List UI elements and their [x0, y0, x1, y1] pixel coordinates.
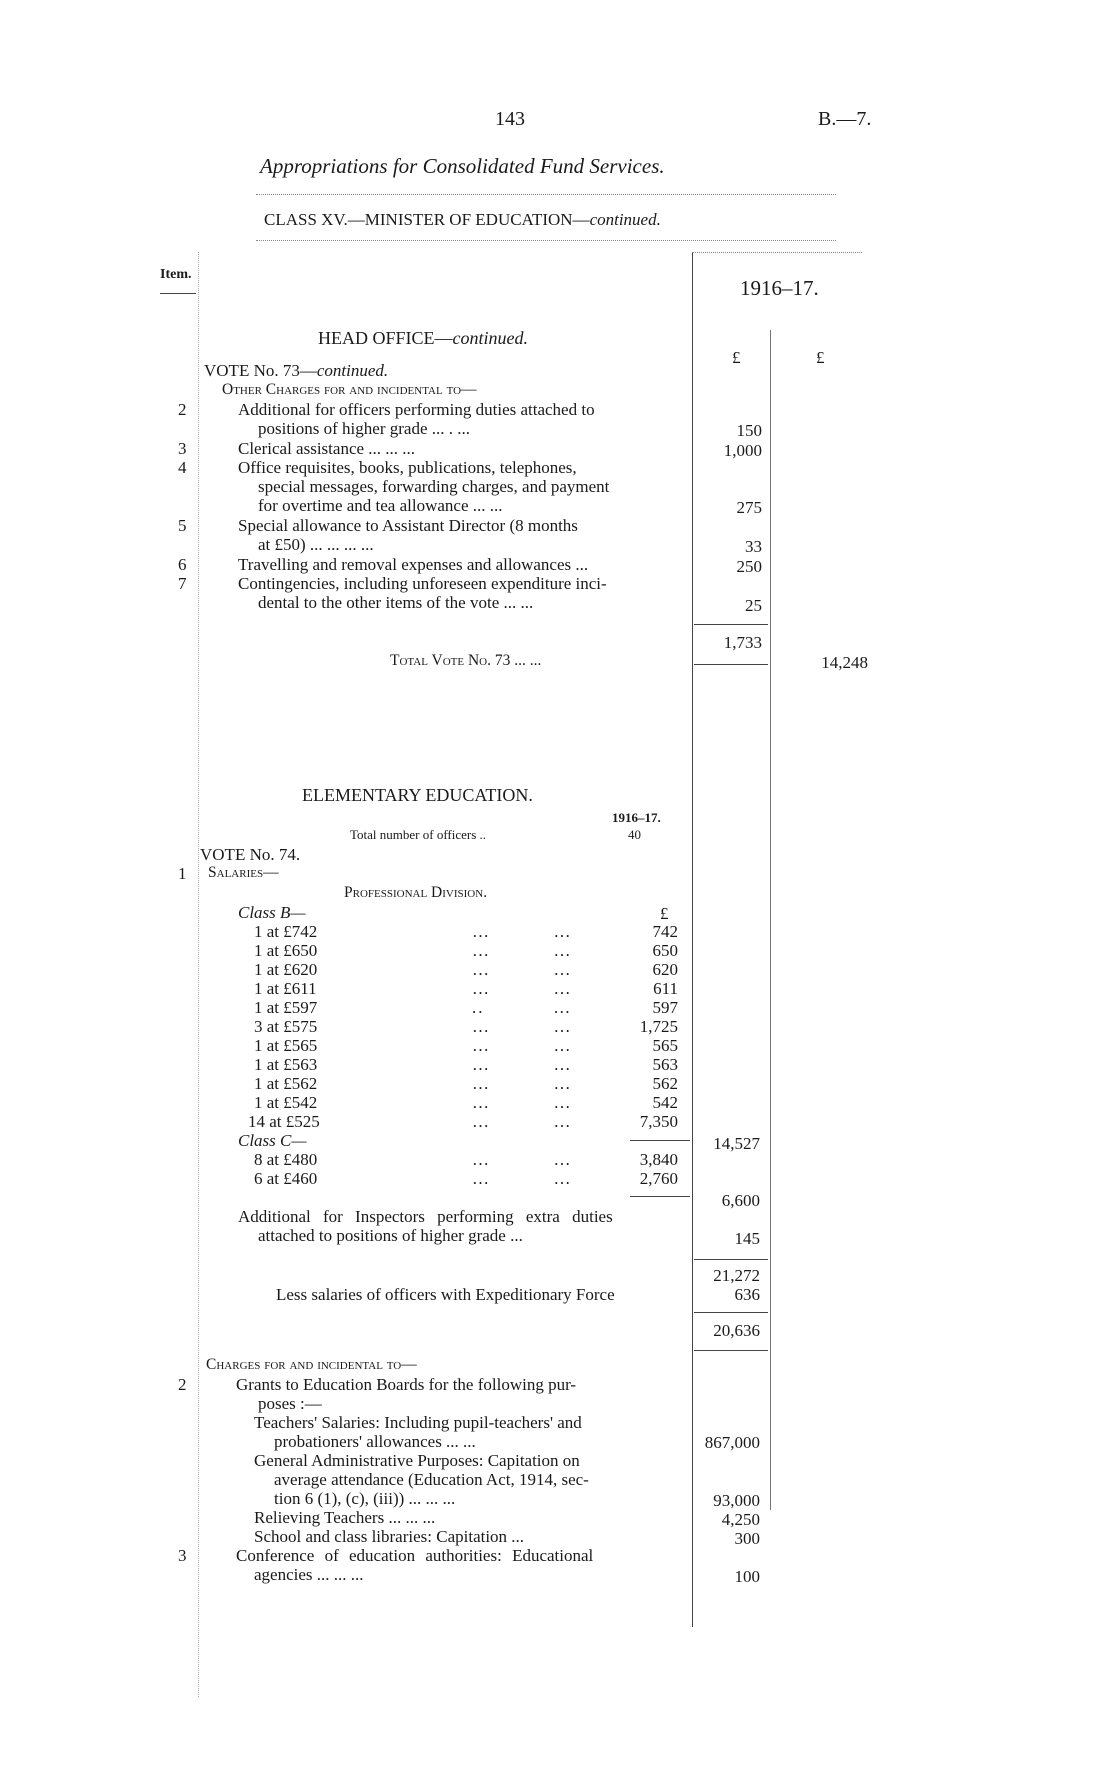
item-column-divider — [198, 252, 199, 1697]
head-office-heading-main: HEAD OFFICE— — [318, 328, 453, 348]
pound-column-1: £ — [732, 348, 741, 367]
document-reference: B.—7. — [818, 108, 872, 130]
salary-amount: 7,350 — [639, 1112, 678, 1131]
class-heading-continued: continued. — [589, 210, 661, 229]
item-number: 2 — [178, 400, 187, 419]
item-text: Additional for officers performing duties attached to — [238, 400, 595, 419]
gross-salaries-total: 21,272 — [713, 1266, 760, 1285]
amount-column-divider — [692, 252, 693, 1627]
item-amount: 150 — [736, 421, 762, 440]
teachers-salaries-text: Teachers' Salaries: Including pupil-teachers' and — [254, 1413, 582, 1432]
year-column-header: 1916–17. — [740, 276, 819, 300]
other-charges-heading: Other Charges for and incidental to— — [222, 381, 477, 398]
relieving-teachers-amount: 4,250 — [721, 1510, 760, 1529]
leader-dots: … … — [472, 960, 573, 979]
general-admin-amount: 93,000 — [713, 1491, 760, 1510]
additional-inspectors-text: attached to positions of higher grade ... — [258, 1226, 523, 1245]
item-text: Special allowance to Assistant Director (8 months — [238, 516, 578, 535]
item-number: 7 — [178, 574, 187, 593]
salary-amount: 563 — [652, 1055, 678, 1074]
salary-rate: 8 at £480 — [254, 1150, 318, 1169]
vote-73-total-label: Total Vote No. 73 ... ... — [390, 652, 542, 669]
net-salaries-total: 20,636 — [713, 1321, 760, 1340]
grants-text: Grants to Education Boards for the following pur- — [236, 1375, 577, 1394]
class-c-label: Class C— — [238, 1131, 307, 1150]
salary-rate: 14 at £525 — [248, 1112, 320, 1131]
salary-rate: 6 at £460 — [254, 1169, 318, 1188]
head-office-heading-continued: continued. — [452, 328, 528, 348]
leader-dots: … … — [472, 1169, 573, 1188]
pound-column-2: £ — [816, 348, 825, 367]
item-number: 2 — [178, 1375, 187, 1394]
item-text: special messages, forwarding charges, and payment — [258, 477, 610, 496]
item-amount: 33 — [745, 537, 762, 556]
class-c-rule — [630, 1196, 690, 1197]
elementary-education-heading: ELEMENTARY EDUCATION. — [302, 785, 533, 805]
salary-rate: 1 at £650 — [254, 941, 318, 960]
salary-rate: 1 at £565 — [254, 1036, 318, 1055]
less-expeditionary-label: Less salaries of officers with Expeditionary Force — [276, 1285, 615, 1304]
salary-amount: 650 — [652, 941, 678, 960]
salary-rate: 1 at £542 — [254, 1093, 318, 1112]
item-text: Travelling and removal expenses and allowances ... — [238, 555, 589, 574]
class-rule — [256, 240, 836, 241]
school-libraries-amount: 300 — [734, 1529, 760, 1548]
salary-amount: 3,840 — [639, 1150, 678, 1169]
vote-74-heading: VOTE No. 74. — [200, 845, 301, 864]
grants-text: poses :— — [258, 1394, 322, 1413]
general-admin-text: General Administrative Purposes: Capitation on — [254, 1451, 580, 1470]
salary-amount: 742 — [652, 922, 678, 941]
vote-73-heading — [204, 361, 388, 381]
relieving-teachers-text: Relieving Teachers ... ... ... — [254, 1508, 436, 1527]
leader-dots: … … — [472, 979, 573, 998]
net-rule-lower — [694, 1350, 768, 1351]
teachers-salaries-amount: 867,000 — [704, 1433, 760, 1452]
vote-73-continued: continued. — [316, 361, 389, 380]
teachers-salaries-text: probationers' allowances ... ... — [274, 1432, 476, 1451]
vote-73-total: 14,248 — [821, 653, 868, 672]
salary-amount: 565 — [652, 1036, 678, 1055]
class-c-total: 6,600 — [721, 1191, 760, 1210]
subtotal-column-divider — [770, 330, 771, 1510]
salary-rate: 1 at £742 — [254, 922, 318, 941]
additional-inspectors-amount: 145 — [734, 1229, 760, 1248]
salary-rate: 1 at £563 — [254, 1055, 318, 1074]
head-office-heading — [318, 328, 528, 349]
salary-rate: 3 at £575 — [254, 1017, 318, 1036]
class-heading — [264, 210, 661, 230]
salary-rate: 1 at £620 — [254, 960, 318, 979]
item-number: 4 — [178, 458, 187, 477]
leader-dots: … … — [472, 922, 573, 941]
conference-text: agencies ... ... ... — [254, 1565, 364, 1584]
salary-amount: 611 — [653, 979, 678, 998]
item-amount: 1,000 — [723, 441, 762, 460]
less-expeditionary-amount: 636 — [734, 1285, 760, 1304]
general-admin-text: average attendance (Education Act, 1914, sec- — [274, 1470, 589, 1489]
charges-heading: Charges for and incidental to— — [206, 1356, 417, 1373]
general-admin-text: tion 6 (1), (c), (iii)) ... ... ... — [274, 1489, 456, 1508]
item-header-rule — [160, 293, 196, 294]
item-text: for overtime and tea allowance ... ... — [258, 496, 503, 515]
page-number: 143 — [495, 108, 525, 130]
item-text: Contingencies, including unforeseen expenditure inci- — [238, 574, 607, 593]
item-number: 3 — [178, 439, 187, 458]
class-b-total: 14,527 — [713, 1134, 760, 1153]
leader-dots: … … — [472, 1112, 573, 1131]
class-heading-main: CLASS XV.—MINISTER OF EDUCATION— — [264, 210, 590, 229]
pound-sign: £ — [660, 904, 669, 923]
item-amount: 275 — [736, 498, 762, 517]
item-text: Office requisites, books, publications, telephones, — [238, 458, 577, 477]
vote-73-subtotal: 1,733 — [723, 633, 762, 652]
item-text: dental to the other items of the vote ... ... — [258, 593, 534, 612]
net-rule — [694, 1312, 768, 1313]
salary-amount: 1,725 — [639, 1017, 678, 1036]
subtotal-rule — [694, 624, 768, 625]
item-text: Clerical assistance ... ... ... — [238, 439, 416, 458]
item-number: 3 — [178, 1546, 187, 1565]
vote-73-main: VOTE No. 73— — [204, 361, 317, 380]
leader-dots: … … — [472, 1055, 573, 1074]
officers-label: Total number of officers .. — [350, 827, 487, 842]
officers-count: 40 — [628, 827, 641, 842]
salary-rate: 1 at £611 — [254, 979, 317, 998]
salary-amount: 2,760 — [639, 1169, 678, 1188]
leader-dots: .. … — [472, 998, 573, 1017]
professional-division-heading: Professional Division. — [344, 884, 488, 901]
leader-dots: … … — [472, 1074, 573, 1093]
subtotal-rule-lower — [694, 664, 768, 665]
officers-year: 1916–17. — [612, 810, 661, 825]
item-text: at £50) ... ... ... ... — [258, 535, 374, 554]
title-rule — [256, 194, 836, 195]
leader-dots: … … — [472, 1017, 573, 1036]
item-number: 6 — [178, 555, 187, 574]
leader-dots: … … — [472, 1150, 573, 1169]
additional-inspectors-text: Additional for Inspectors performing extra duties — [238, 1207, 613, 1226]
salary-amount: 542 — [652, 1093, 678, 1112]
year-top-rule — [692, 252, 862, 253]
item-amount: 250 — [736, 557, 762, 576]
leader-dots: … … — [472, 1093, 573, 1112]
class-b-label: Class B— — [238, 903, 306, 922]
leader-dots: … … — [472, 941, 573, 960]
conference-text: Conference of education authorities: Educational — [236, 1546, 594, 1565]
salary-amount: 620 — [652, 960, 678, 979]
item-text: positions of higher grade ... . ... — [258, 419, 470, 438]
gross-rule — [694, 1259, 768, 1260]
item-number: 5 — [178, 516, 187, 535]
school-libraries-text: School and class libraries: Capitation ... — [254, 1527, 525, 1546]
salary-rate: 1 at £597 — [254, 998, 318, 1017]
salaries-heading: Salaries— — [208, 864, 279, 881]
salary-amount: 597 — [652, 998, 678, 1017]
class-b-rule — [630, 1140, 690, 1141]
page-title: Appropriations for Consolidated Fund Services. — [260, 154, 665, 178]
item-amount: 25 — [745, 596, 762, 615]
salaries-item-number: 1 — [178, 864, 187, 883]
salary-amount: 562 — [652, 1074, 678, 1093]
leader-dots: … … — [472, 1036, 573, 1055]
item-column-header: Item. — [160, 267, 192, 282]
salary-rate: 1 at £562 — [254, 1074, 318, 1093]
conference-amount: 100 — [734, 1567, 760, 1586]
